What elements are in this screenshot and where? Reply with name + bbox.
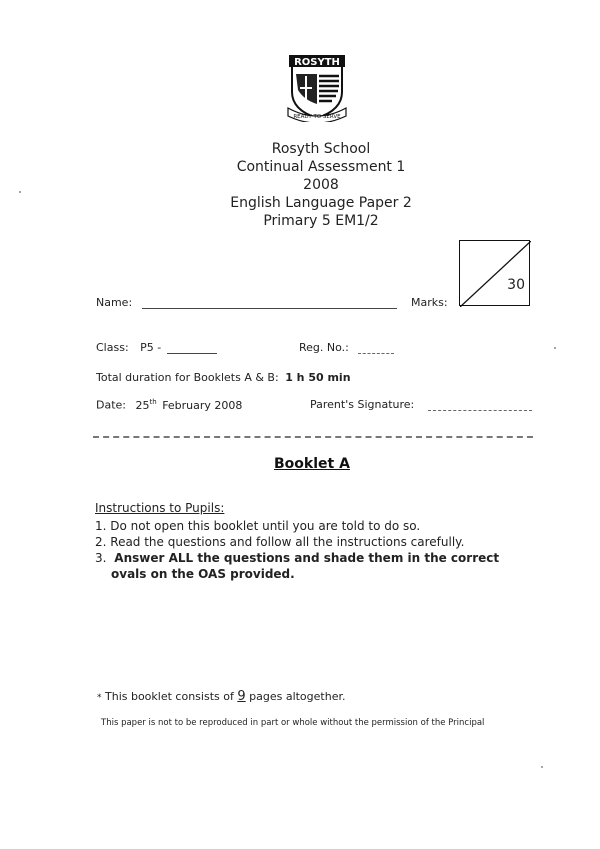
marks-total: 30 [507,277,525,293]
marks-label: Marks: [411,296,448,309]
name-label: Name: [96,296,133,309]
level-name: Primary 5 EM1/2 [263,213,379,229]
booklet-title: Booklet A [274,456,350,472]
reg-label: Reg. No.: [299,341,349,354]
instruction-item-2: 2. Read the questions and follow all the instructions carefully. [95,535,465,549]
crest-banner-top: ROSYTH [294,57,340,68]
separator-line [93,436,533,441]
crest-banner-bottom: READY TO SERVE [293,114,341,120]
instruction-item-3-line1: Answer ALL the questions and shade them in the correct [114,551,500,565]
signature-label: Parent's Signature: [310,398,415,411]
assessment-name: Continual Assessment 1 [236,159,406,175]
scan-speck [19,191,21,193]
reg-row [299,341,394,354]
school-name: Rosyth School [271,141,371,157]
instruction-item-3-number: 3. [95,551,107,565]
date-day: 25 [135,398,150,412]
page-count-note: * This booklet consists of 9 pages altogether. [97,689,346,704]
signature-row [310,398,532,411]
subject-name: English Language Paper 2 [230,195,412,211]
instruction-item-1: 1. Do not open this booklet until you are told to do so. [95,519,421,533]
class-label: Class: [96,341,129,354]
instructions-heading: Instructions to Pupils: [95,501,225,515]
date-label: Date: [96,398,126,412]
duration-row [96,371,351,384]
name-row [96,296,397,309]
class-value: P5 - [140,341,162,354]
page-count-prefix: This booklet consists of [105,690,234,703]
page-count-number: 9 [237,689,246,704]
date-rest: February 2008 [162,398,243,412]
marks-diagonal [460,241,531,307]
exam-year: 2008 [303,177,339,193]
exam-title-block [0,140,600,230]
class-row [96,341,217,354]
reproduction-notice: This paper is not to be reproduced in part or whole without the permission of the Principal [101,718,485,728]
school-crest-logo [284,52,350,122]
instructions-list [95,518,535,582]
signature-field[interactable] [428,410,532,411]
name-field[interactable] [142,308,397,309]
scan-speck [554,347,556,349]
page-count-suffix: pages altogether. [249,690,346,703]
instruction-item-3-line2: ovals on the OAS provided. [111,567,295,581]
instruction-item-3 [95,550,535,566]
marks-box [459,240,530,306]
duration-value: 1 h 50 min [285,371,351,384]
class-field[interactable] [167,353,217,354]
date-suffix: th [149,398,157,406]
scan-speck [541,766,543,768]
date-row [96,398,242,412]
reg-field[interactable] [358,353,394,354]
duration-label: Total duration for Booklets A & B: [96,371,279,384]
